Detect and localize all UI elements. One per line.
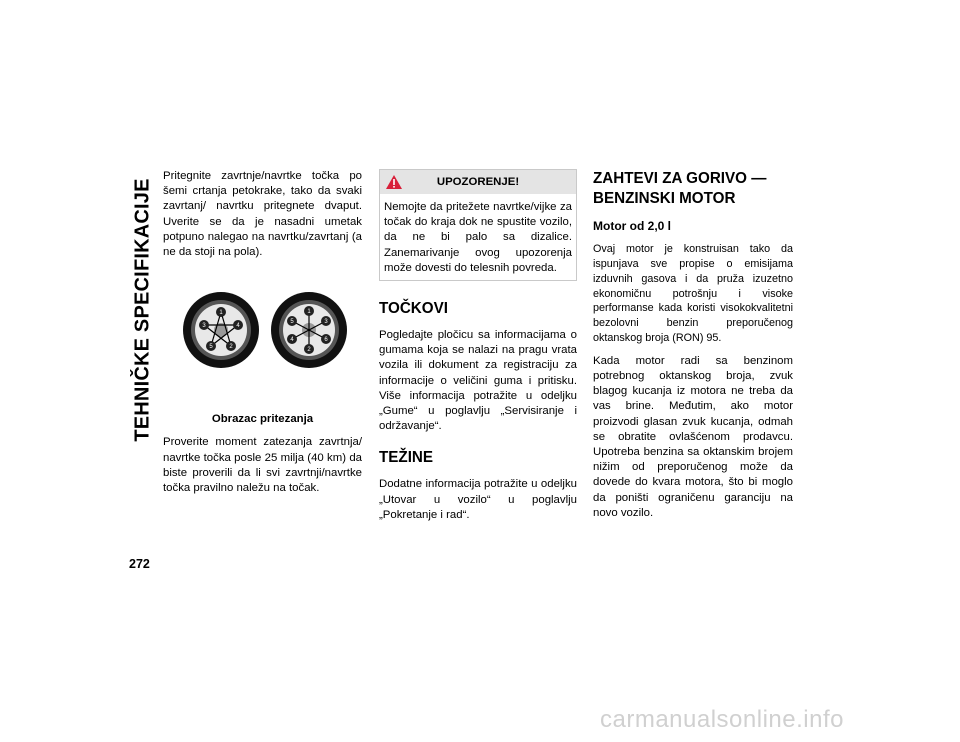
paragraph-tightening: Pritegnite zavrtnje/navrtke točka po šemi crtanja petokrake, tako da svaki zavrtanj/ navrtku pritegnete dvaput. Uverite se da je nasadni umetak potpuno nalegao na navrtku/zavrtanj (a ne da stoji na pola).: [163, 170, 362, 259]
wheel-6-lug-icon: [269, 290, 349, 370]
warning-text: Nemojte da pritežete navrtke/vijke za točak do kraja dok ne spustite vozilo, da ne bi palo sa dizalice. Zanemarivanje ovog upozorenja može dovesti do telesnih povreda.: [384, 201, 572, 274]
warning-box: [379, 169, 577, 281]
lug-number: 5: [290, 319, 294, 326]
column-2: [379, 169, 577, 531]
warning-header: [380, 170, 576, 194]
lug-number: 5: [209, 344, 213, 351]
paragraph-tezine: Dodatne informacija potražite u odeljku „Utovar u vozilo“ u poglavlju „Pokretanje i rad“.: [379, 478, 577, 521]
lug-number: 2: [307, 347, 311, 354]
lug-number: 1: [219, 310, 223, 317]
warning-title: UPOZORENJE!: [436, 176, 520, 188]
heading-tockovi: TOČKOVI: [379, 300, 448, 318]
paragraph-torque-check: Proverite moment zatezanja zavrtnja/ navrtke točka posle 25 milja (40 km) da biste proverili da li svi zavrtnji/navrtke točka pravilno naležu na točak.: [163, 436, 362, 495]
lug-number: 2: [229, 344, 233, 351]
tightening-pattern-figure: [163, 290, 362, 408]
paragraph-engine-octane: Ovaj motor je konstruisan tako da ispunjava sve propise o emisijama izduvnih gasova i da pruža izuzetno ekonomičnu potrošnju i visoke performanse kada koristi visokokvalitetni bezolovni benzin preporučenog oktanskog broja (RON) 95.: [593, 243, 793, 344]
lug-number: 4: [236, 323, 240, 330]
lug-number: 6: [324, 337, 328, 344]
watermark: carmanualsonline.info: [600, 706, 844, 733]
lug-number: 3: [324, 319, 328, 326]
paragraph-knocking: Kada motor radi sa benzinom potrebnog oktanskog broja, zvuk blagog kucanja iz motora ne treba da vas brine. Međutim, ako motor proizvodi glasan zvuk kucanja, odmah se obratite ovlašćenom prodavcu. Upotreba benzina sa oktanskim brojem nižim od preporučenog može da dovede do kvara motora, što bi moglo da poništi ograničenu garanciju na novo vozilo.: [593, 354, 793, 519]
lug-number: 4: [290, 337, 294, 344]
heading-tezine: TEŽINE: [379, 449, 434, 467]
lug-number: 3: [202, 323, 206, 330]
wheel-5-lug-icon: [181, 290, 261, 370]
chapter-side-tab: [129, 168, 157, 452]
paragraph-tockovi: Pogledajte pločicu sa informacijama o gumama koja se nalazi na pragu vrata vozila ili dokument za registraciju za informacije o veličini guma i pritisku. Više informacija potražite u odeljku „Gume“ u poglavlju „Servisiranje i održavanje“.: [379, 329, 577, 433]
chapter-title: TEHNIČKE SPECIFIKACIJE: [131, 178, 154, 442]
heading-fuel-requirements: ZAHTEVI ZA GORIVO — BENZINSKI MOTOR: [593, 170, 767, 207]
column-3: [593, 169, 793, 529]
figure-caption: Obrazac pritezanja: [211, 413, 314, 426]
column-1: [163, 169, 362, 504]
subheading-engine: Motor od 2,0 l: [593, 219, 671, 233]
lug-number: 1: [307, 309, 311, 316]
warning-triangle-icon: [385, 174, 403, 190]
page-number: 272: [129, 557, 150, 571]
